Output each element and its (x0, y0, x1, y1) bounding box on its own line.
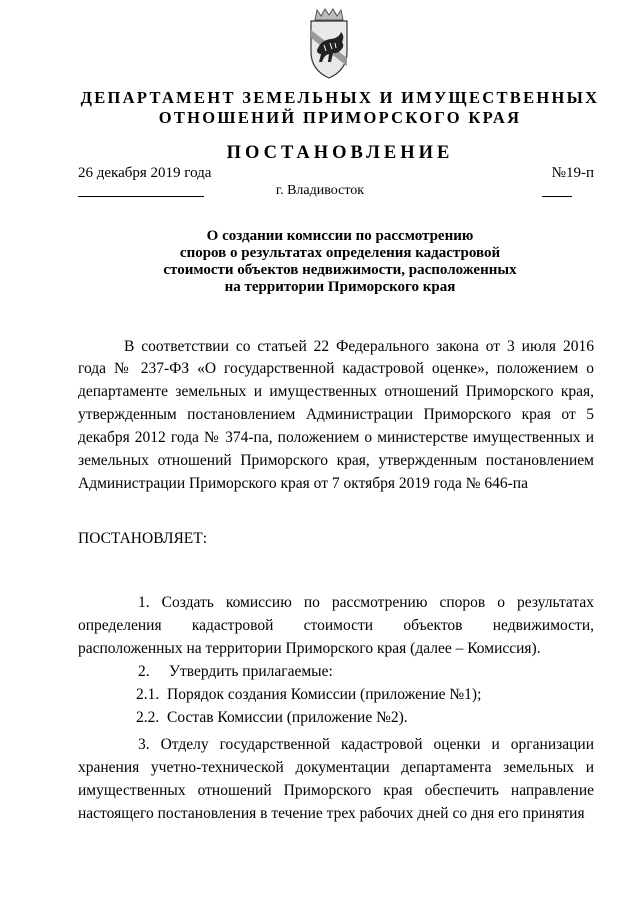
coat-of-arms-emblem (299, 6, 359, 82)
preamble-line2: года № 237-ФЗ «О государственной кадастровой оценке», положением о (78, 360, 594, 377)
item3-line1: 3. Отделу государственной кадастровой оценки и организации (138, 736, 594, 753)
item2-2: 2.2. Состав Комиссии (приложение №2). (136, 709, 408, 726)
preamble-line6: земельных отношений Приморского края, утвержденным постановлением (78, 452, 594, 469)
heading-line4: на территории Приморского края (224, 279, 456, 295)
item2: 2. Утвердить прилагаемые: (138, 663, 333, 680)
item1-line2: определения кадастровой стоимости объектов недвижимости, (78, 617, 594, 634)
preamble-line5: декабря 2012 года № 374-па, положением о министерстве имущественных и (78, 429, 594, 446)
preamble-line3: департаменте земельных и имущественных отношений Приморского края, (78, 383, 594, 400)
resolves-label: ПОСТАНОВЛЯЕТ: (78, 530, 208, 547)
item3-line3: имущественных отношений Приморского края обеспечить направление (78, 782, 594, 799)
preamble-line7: Администрации Приморского края от 7 октября 2019 года № 646-па (78, 475, 528, 492)
item3-line4: настоящего постановления в течение трех рабочих дней со дня его принятия (78, 805, 585, 822)
heading-line2: споров о результатах определения кадастровой (179, 245, 501, 261)
department-name-line1: ДЕПАРТАМЕНТ ЗЕМЕЛЬНЫХ И ИМУЩЕСТВЕННЫХ (80, 88, 600, 107)
department-name-line2: ОТНОШЕНИЙ ПРИМОРСКОГО КРАЯ (158, 108, 522, 127)
item1-line1: 1. Создать комиссию по рассмотрению споров о результатах (138, 594, 594, 611)
heading-line3: стоимости объектов недвижимости, расположенных (163, 262, 517, 278)
document-number: №19-п (551, 165, 594, 181)
preamble-line1: В соответствии со статьей 22 Федерального закона от 3 июля 2016 (124, 338, 594, 355)
preamble-line4: утвержденным постановлением Администрации Приморского края от 5 (78, 406, 594, 423)
heading-line1: О создании комиссии по рассмотрению (206, 228, 474, 244)
number-underline (542, 196, 572, 197)
date-underline (78, 196, 204, 197)
item3-line2: хранения учетно-технической документации департамента земельных и (78, 759, 594, 776)
document-city: г. Владивосток (275, 183, 365, 198)
item2-1: 2.1. Порядок создания Комиссии (приложение №1); (136, 686, 482, 703)
item1-line3: расположенных на территории Приморского края (далее – Комиссия). (78, 640, 541, 657)
document-title: ПОСТАНОВЛЕНИЕ (226, 143, 454, 163)
document-date: 26 декабря 2019 года (78, 165, 212, 181)
